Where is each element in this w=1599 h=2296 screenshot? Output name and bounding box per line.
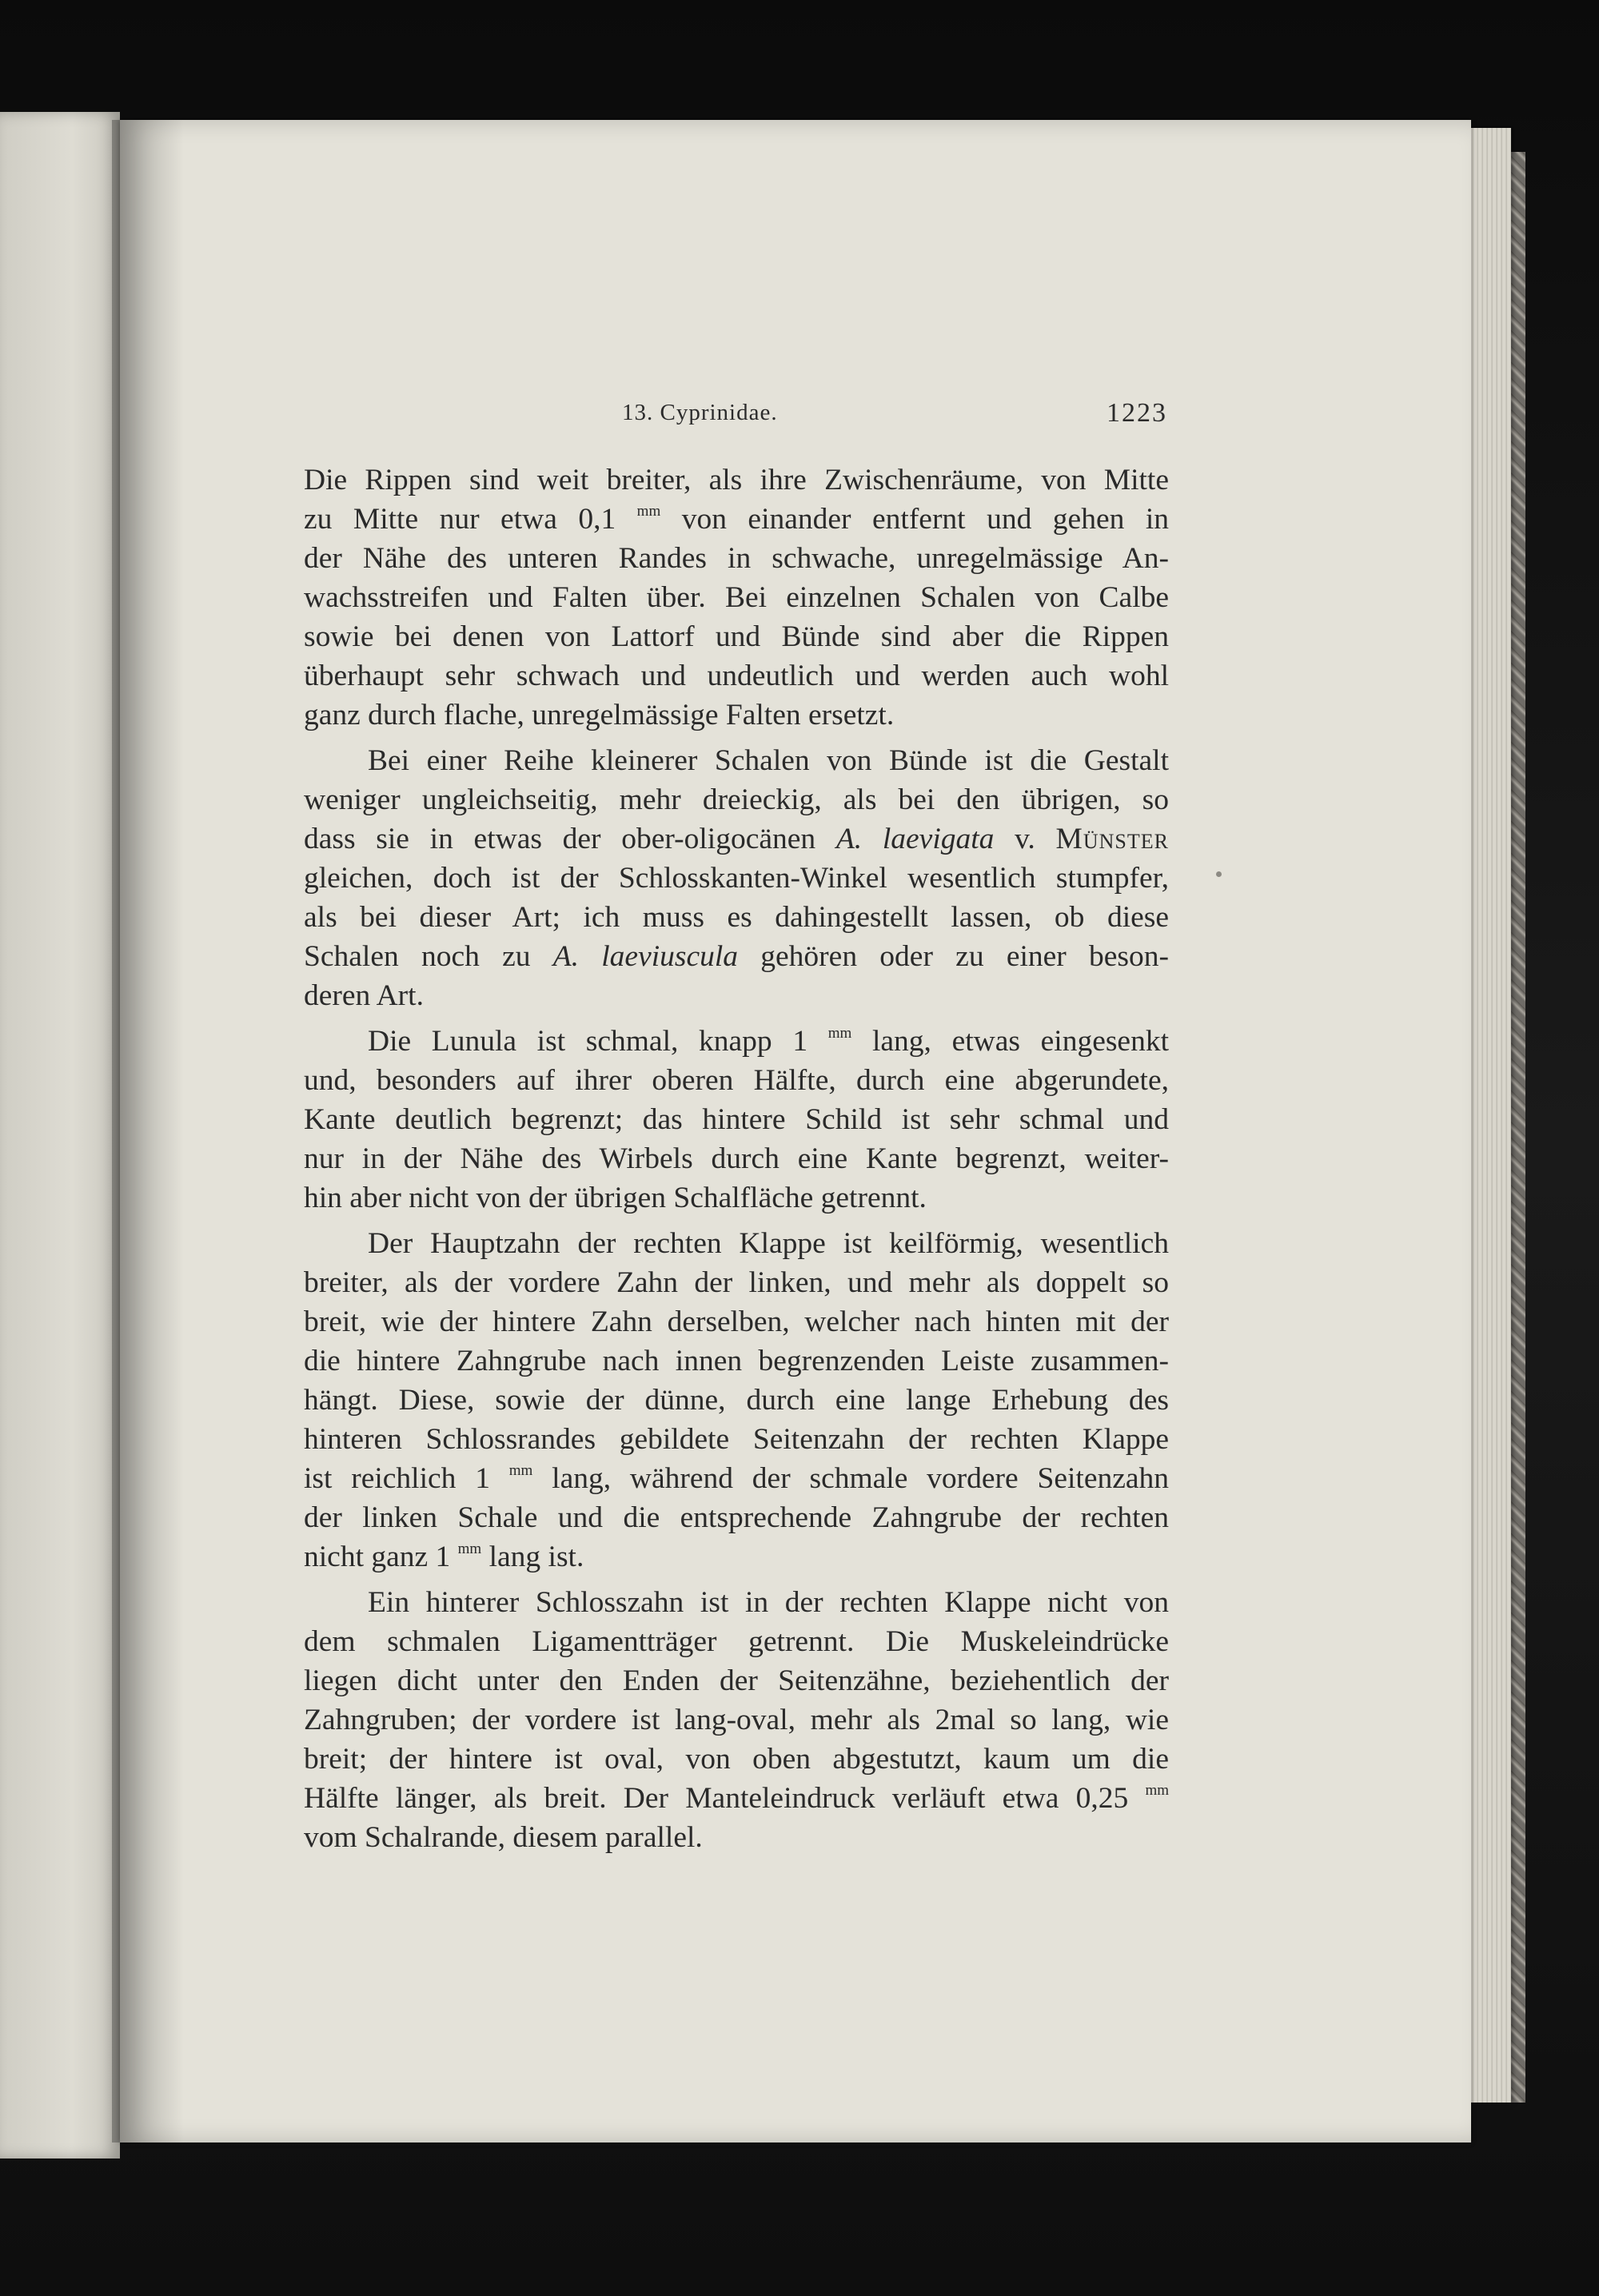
species-name: A. laevigata [835,823,995,855]
text-line: Ein hinterer Schlosszahn ist in der rechten Klappe nicht von [368,1586,1169,1619]
text-line: hängt. Diese, sowie der dünne, durch eine lange Erhebung des [304,1384,1169,1417]
text-line: sowie bei denen von Lattorf und Bünde sind aber die Rippen [304,620,1169,653]
text-line: der linken Schale und die entsprechende Zahngrube der rechten [304,1501,1169,1534]
text-line: breiter, als der vordere Zahn der linken, und mehr als doppelt so [304,1266,1169,1299]
text-line: breit, wie der hintere Zahn derselben, welcher nach hinten mit der [304,1305,1169,1338]
text-line: Zahngruben; der vordere ist lang-oval, mehr als 2mal so lang, wie [304,1704,1169,1736]
text-line: hinteren Schlossrandes gebildete Seitenzahn der rechten Klappe [304,1423,1169,1456]
text-line: nicht ganz 1 $^{mm}$ lang ist. [304,1541,584,1573]
text-line: dass sie in etwas der ober-oligocänen A. laevigata v. Münster [304,823,1169,855]
page-gutter-shadow [112,120,184,2143]
page-number: 1223 [1107,398,1167,428]
unit-superscript: mm [508,1462,533,1479]
unit-superscript: mm [827,1025,852,1042]
text-line: weniger ungleichseitig, mehr dreieckig, als bei den übrigen, so [304,783,1169,816]
text-line: Die Lunula ist schmal, knapp 1 $^{mm}$ lang, etwas eingesenkt [368,1025,1169,1058]
text-line: Kante deutlich begrenzt; das hintere Schild ist sehr schmal und [304,1103,1169,1136]
text-line: Bei einer Reihe kleinerer Schalen von Bünde ist die Gestalt [368,744,1169,777]
text-line: Hälfte länger, als breit. Der Manteleindruck verläuft etwa 0,25 $^{mm}$ [304,1782,1169,1815]
text-line: Der Hauptzahn der rechten Klappe ist keilförmig, wesentlich [368,1227,1169,1260]
species-name: A. laeviuscula [552,940,739,973]
text-line: wachsstreifen und Falten über. Bei einzelnen Schalen von Calbe [304,581,1169,614]
text-line: ist reichlich 1 $^{mm}$ lang, während der schmale vordere Seitenzahn [304,1462,1170,1495]
text-line: hin aber nicht von der übrigen Schalfläche getrennt. [304,1182,927,1214]
text-line: der Nähe des unteren Randes in schwache, unregelmässige An- [304,542,1169,575]
paragraph [304,1022,1169,1218]
text-line: zu Mitte nur etwa 0,1 $^{mm}$ von einander entfernt und gehen in [304,503,1169,536]
text-line: ganz durch flache, unregelmässige Falten ersetzt. [304,699,895,731]
text-line: Die Rippen sind weit breiter, als ihre Zwischenräume, von Mitte [304,464,1169,496]
text-line: und, besonders auf ihrer oberen Hälfte, durch eine abgerundete, [304,1064,1169,1097]
text-line: nur in der Nähe des Wirbels durch eine Kante begrenzt, weiter- [304,1142,1169,1175]
paragraph [304,1224,1169,1577]
running-head: 13. Cyprinidae. [622,400,778,425]
facing-page-edge [0,112,120,2158]
unit-superscript: mm [1145,1782,1169,1799]
text-line: als bei dieser Art; ich muss es dahingestellt lassen, ob diese [304,901,1169,934]
paragraph [304,741,1169,1015]
speck-mark [1216,871,1222,877]
text-line: die hintere Zahngrube nach innen begrenzenden Leiste zusammen- [304,1345,1169,1377]
page-header [304,398,1167,438]
text-line: breit; der hintere ist oval, von oben abgestutzt, kaum um die [304,1743,1169,1776]
text-line: überhaupt sehr schwach und undeutlich und werden auch wohl [304,660,1169,692]
author-name: Münster [1055,823,1169,855]
text-line: Schalen noch zu A. laeviuscula gehören oder zu einer beson- [304,940,1169,973]
text-line: vom Schalrande, diesem parallel. [304,1821,703,1854]
paragraph [304,460,1169,735]
text-line: deren Art. [304,979,424,1012]
body-text [304,460,1169,1857]
unit-superscript: mm [636,503,661,520]
text-line: liegen dicht unter den Enden der Seitenzähne, beziehentlich der [304,1664,1169,1697]
paragraph [304,1583,1169,1857]
text-line: dem schmalen Ligamentträger getrennt. Die Muskeleindrücke [304,1625,1169,1658]
unit-superscript: mm [457,1541,482,1557]
text-line: gleichen, doch ist der Schlosskanten-Winkel wesentlich stumpfer, [304,862,1169,895]
